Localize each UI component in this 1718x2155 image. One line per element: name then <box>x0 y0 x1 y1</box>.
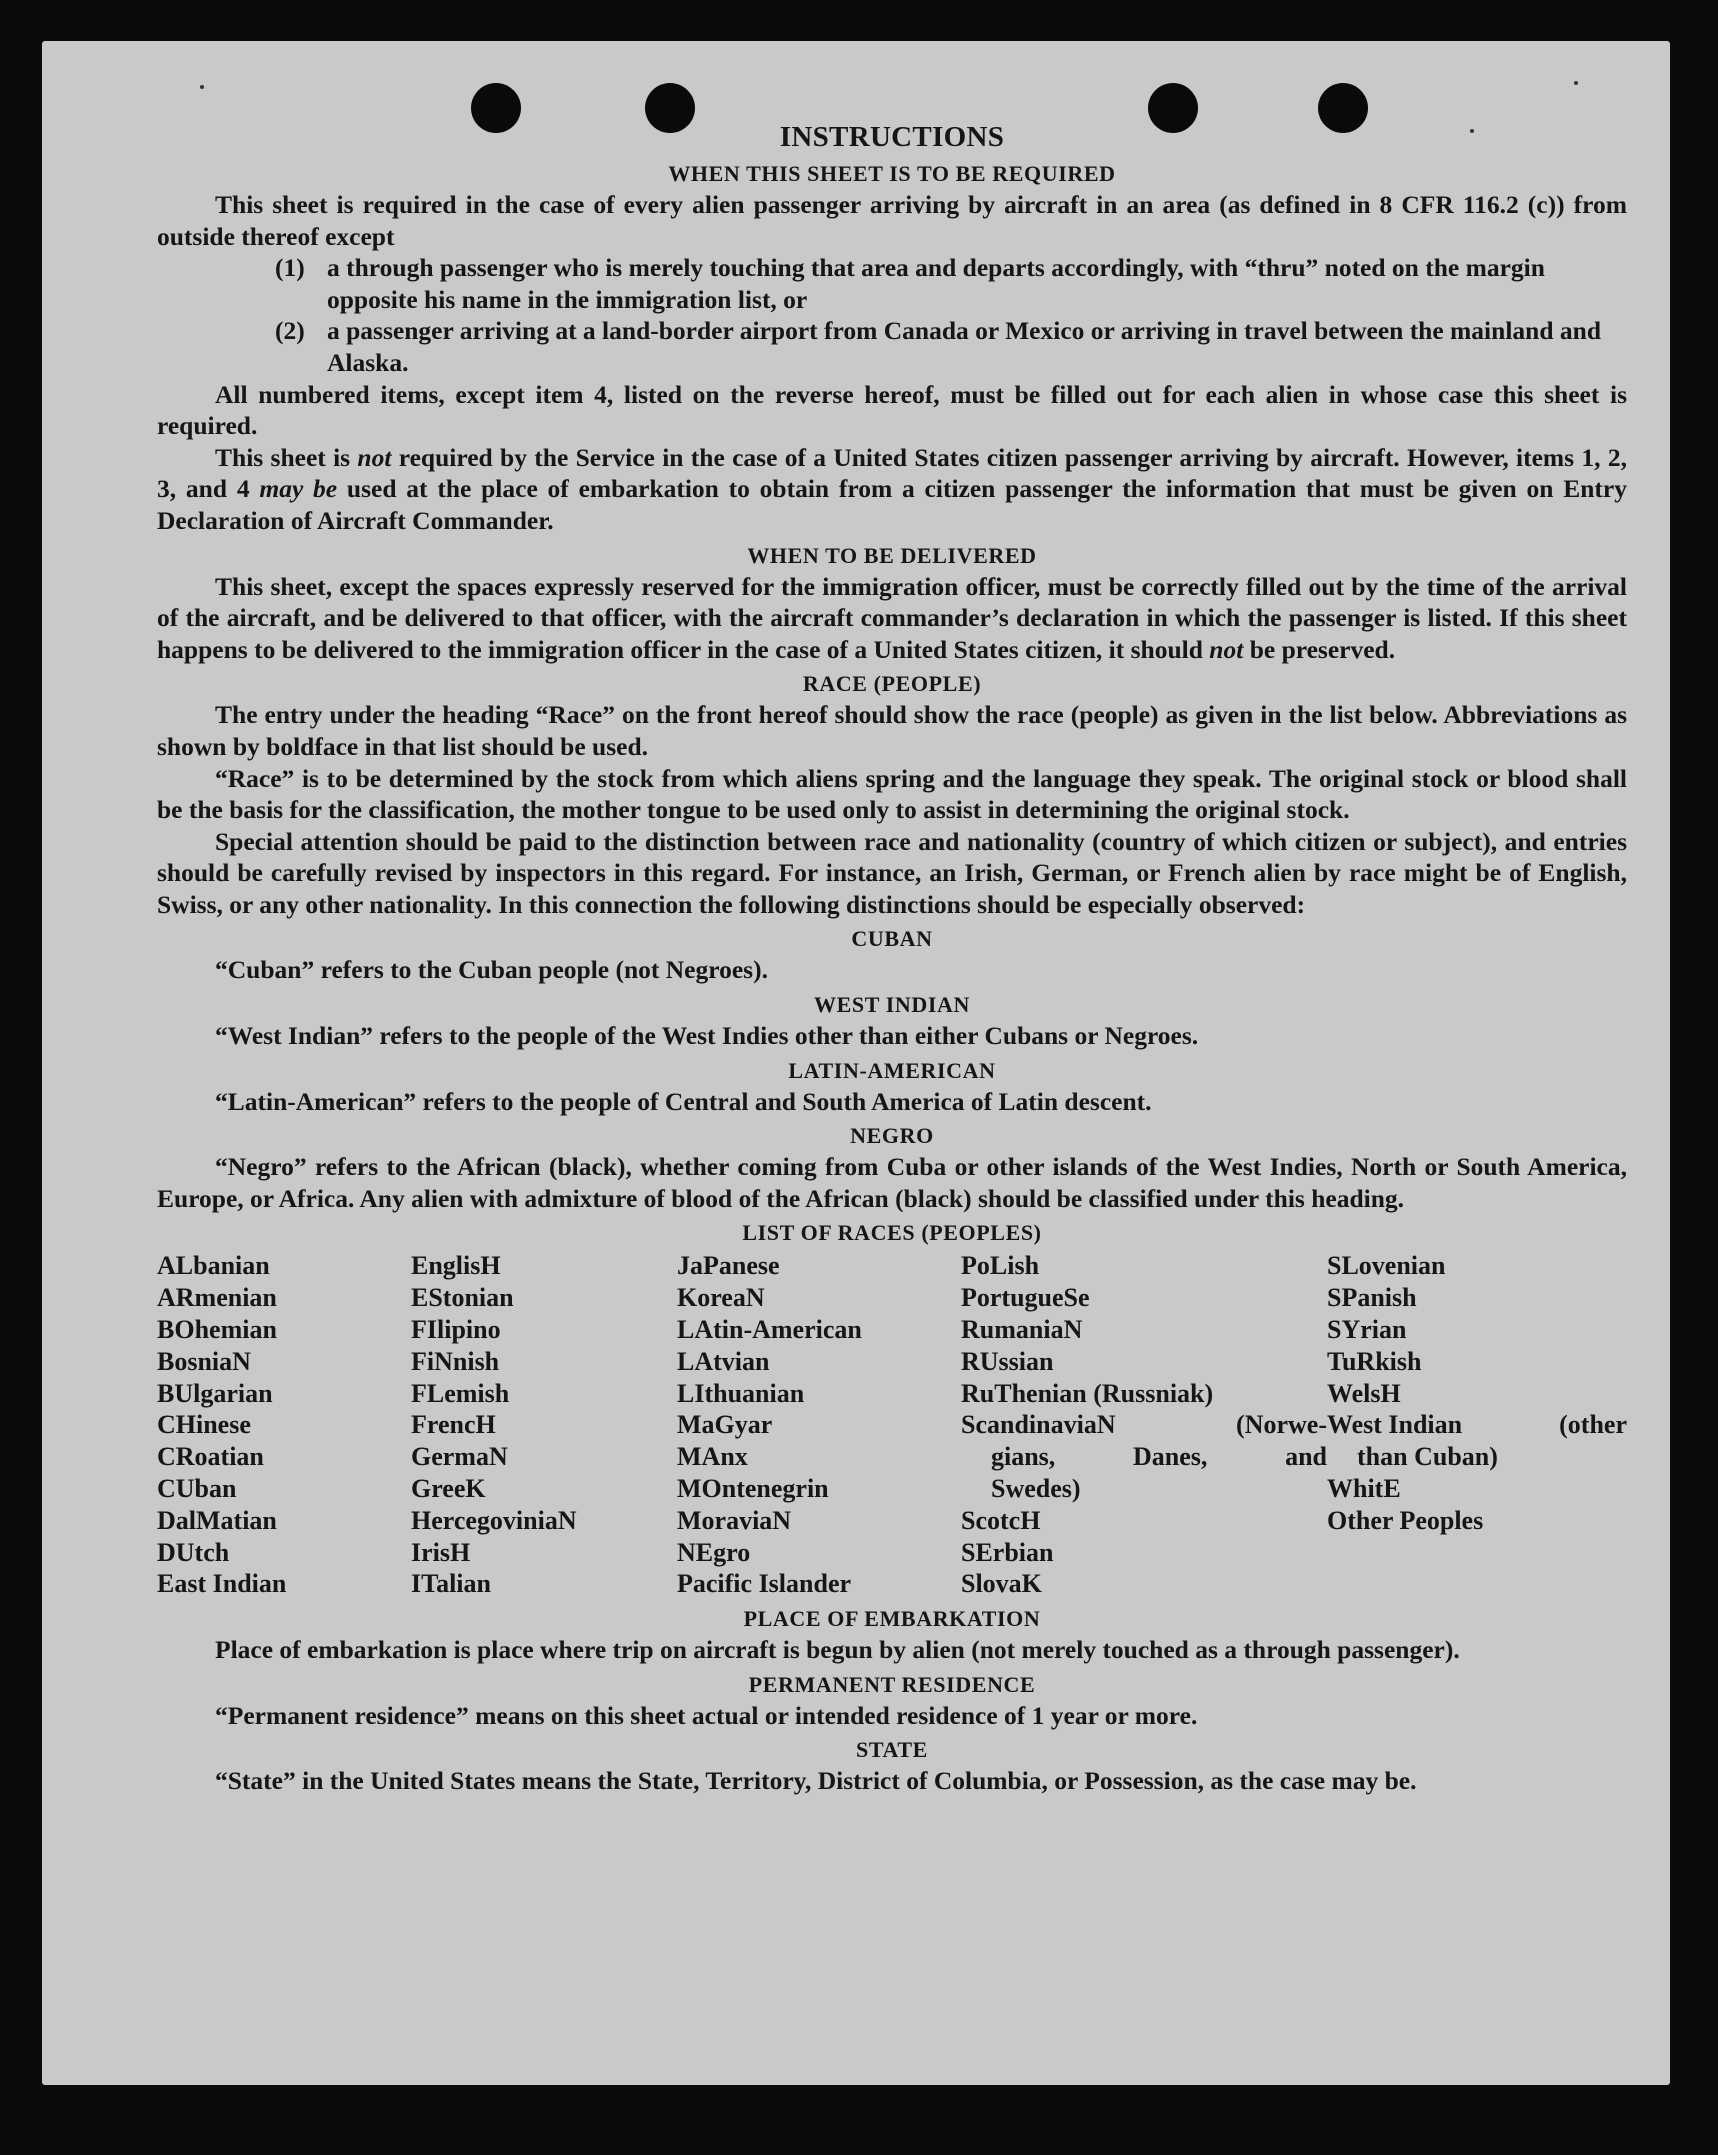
race-entry: BosniaN <box>157 1346 251 1376</box>
race-entry: ARmenian <box>157 1283 277 1313</box>
race-entry: HercegoviniaN <box>411 1505 577 1535</box>
para-race-3: Special attention should be paid to the distinction between race and nationality (country of which citizen or subject), and entries should be carefully revised by inspectors in this regard. For instance, an Irish, German, or French alien by race might be of English, Swiss, or any other nationality. In this connection the following distinctions should be especially observed: <box>157 826 1627 919</box>
race-entry: RuThenian (Russniak) <box>961 1378 1214 1408</box>
race-column-3 <box>677 1250 961 1600</box>
race-entry: FLemish <box>411 1378 510 1408</box>
race-entry-west-indian: West Indian (other <box>1327 1410 1627 1440</box>
race-entry: NEgro <box>677 1537 751 1567</box>
race-entry: LAtvian <box>677 1346 770 1376</box>
para-when-required-intro: This sheet is required in the case of every alien passenger arriving by aircraft in an area (as defined in 8 CFR 116.2 (c)) from outside thereof except <box>157 190 1627 251</box>
race-entry: JaPanese <box>677 1251 780 1281</box>
race-entry: DalMatian <box>157 1505 277 1535</box>
race-entry: East Indian <box>157 1569 287 1599</box>
heading-place-of-embarkation: PLACE OF EMBARKATION <box>743 1606 1041 1632</box>
race-column-1 <box>157 1250 411 1600</box>
heading-permanent-residence: PERMANENT RESIDENCE <box>748 1671 1036 1697</box>
race-entry-scandinavian: ScandinaviaN (Norwe- <box>961 1410 1327 1440</box>
race-entry-scandinavian-cont: gians, Danes, and <box>991 1442 1327 1472</box>
race-entry: PoLish <box>961 1251 1040 1281</box>
exception-item-2 <box>275 315 1627 378</box>
race-entry: WelsH <box>1327 1378 1401 1408</box>
race-entry: ITalian <box>411 1569 491 1599</box>
speck <box>1574 81 1578 85</box>
heading-west-indian: WEST INDIAN <box>814 992 970 1018</box>
race-entry: SLovenian <box>1327 1251 1446 1281</box>
race-entry: CHinese <box>157 1410 251 1440</box>
race-entry: Pacific Islander <box>677 1569 852 1599</box>
race-entry: LAtin-American <box>677 1315 862 1345</box>
race-entry: IrisH <box>411 1537 471 1567</box>
heading-list-of-races: LIST OF RACES (PEOPLES) <box>742 1220 1042 1246</box>
race-entry: WhitE <box>1327 1474 1401 1504</box>
race-entry: Other Peoples <box>1327 1505 1484 1535</box>
para-race-1: The entry under the heading “Race” on the front hereof should show the race (people) as given in the list below. Abbreviations as shown by boldface in that list should be used. <box>157 700 1627 761</box>
race-entry: MaGyar <box>677 1410 773 1440</box>
speck <box>200 85 204 89</box>
race-entry: FrencH <box>411 1410 496 1440</box>
race-entry: ALbanian <box>157 1251 270 1281</box>
race-entry: MOntenegrin <box>677 1474 829 1504</box>
para-when-delivered: This sheet, except the spaces expressly reserved for the immigration officer, must be correctly filled out by the time of the arrival of the aircraft, and be delivered to that officer, with the aircraft commander’s declaration in which the passenger is listed. If this sheet happens to be delivered to the immigration officer in the case of a United States citizen, it should not be preserved. <box>157 571 1627 664</box>
race-entry-scandinavian-cont: Swedes) <box>991 1474 1081 1504</box>
race-entry: KoreaN <box>677 1283 765 1313</box>
heading-negro: NEGRO <box>850 1123 934 1149</box>
race-entry: RUssian <box>961 1346 1054 1376</box>
heading-when-delivered: WHEN TO BE DELIVERED <box>747 542 1037 568</box>
heading-state: STATE <box>856 1737 928 1763</box>
para-numbered-items: All numbered items, except item 4, listed on the reverse hereof, must be filled out for each alien in whose case this sheet is required. <box>157 379 1627 441</box>
exception-item-1 <box>275 252 1627 315</box>
race-entry: EnglisH <box>411 1251 501 1281</box>
race-entry: GreeK <box>411 1474 486 1504</box>
race-column-2 <box>411 1250 677 1600</box>
race-entry: SPanish <box>1327 1283 1417 1313</box>
race-entry: BOhemian <box>157 1315 277 1345</box>
para-citizen-passenger: This sheet is not required by the Service in the case of a United States citizen passenger arriving by aircraft. However, items 1, 2, 3, and 4 may be used at the place of embarkation to obtain from a citizen passenger the information that must be given on Entry Declaration of Aircraft Commander. <box>157 442 1627 535</box>
race-entry-west-indian-cont: than Cuban) <box>1357 1442 1498 1472</box>
instructions-body <box>157 115 1627 1797</box>
race-entry: FIlipino <box>411 1315 501 1345</box>
race-entry: SYrian <box>1327 1315 1407 1345</box>
race-entry: TuRkish <box>1327 1346 1422 1376</box>
para-negro: “Negro” refers to the African (black), whether coming from Cuba or other islands of the West Indies, North or South America, Europe, or Africa. Any alien with admixture of blood of the African (black) should be classified under this heading. <box>157 1152 1627 1213</box>
race-entry: PortugueSe <box>961 1283 1090 1313</box>
race-entry: MoraviaN <box>677 1505 792 1535</box>
race-entry: FiNnish <box>411 1346 500 1376</box>
heading-cuban: CUBAN <box>851 926 933 952</box>
heading-race: RACE (PEOPLE) <box>802 671 982 697</box>
race-entry: ScotcH <box>961 1505 1041 1535</box>
race-entry: SErbian <box>961 1537 1054 1567</box>
heading-when-required: WHEN THIS SHEET IS TO BE REQUIRED <box>668 161 1116 186</box>
para-state: “State” in the United States means the State, Territory, District of Columbia, or Possession, as the case may be. <box>215 1766 1417 1796</box>
para-cuban: “Cuban” refers to the Cuban people (not Negroes). <box>215 955 768 985</box>
race-entry: CUban <box>157 1474 237 1504</box>
race-entry: GermaN <box>411 1442 508 1472</box>
race-list <box>157 1250 1627 1600</box>
race-entry: RumaniaN <box>961 1315 1083 1345</box>
race-entry: MAnx <box>677 1442 748 1472</box>
item-text: a through passenger who is merely touching that area and departs accordingly, with “thru” noted on the margin opposite his name in the immigration list, or <box>327 253 1545 314</box>
item-text: a passenger arriving at a land-border airport from Canada or Mexico or arriving in travel between the mainland and Alaska. <box>327 316 1602 377</box>
race-entry: SlovaK <box>961 1569 1042 1599</box>
para-embarkation: Place of embarkation is place where trip on aircraft is begun by alien (not merely touched as a through passenger). <box>215 1635 1460 1665</box>
item-number: (1) <box>275 253 305 283</box>
heading-latin-american: LATIN-AMERICAN <box>788 1057 996 1083</box>
para-residence: “Permanent residence” means on this sheet actual or intended residence of 1 year or more. <box>215 1700 1198 1730</box>
para-west-indian: “West Indian” refers to the people of the West Indies other than either Cubans or Negroes. <box>215 1021 1199 1051</box>
race-entry: DUtch <box>157 1537 230 1567</box>
para-race-2: “Race” is to be determined by the stock from which aliens spring and the language they speak. The original stock or blood shall be the basis for the classification, the mother tongue to be used only to assist in determining the original stock. <box>157 763 1627 825</box>
para-latin-american: “Latin-American” refers to the people of Central and South America of Latin descent. <box>215 1086 1152 1116</box>
page-title: INSTRUCTIONS <box>779 121 1005 153</box>
race-column-5 <box>1327 1250 1627 1600</box>
document-sheet <box>42 41 1670 2085</box>
race-entry: BUlgarian <box>157 1378 273 1408</box>
item-number: (2) <box>275 316 305 346</box>
race-entry: EStonian <box>411 1283 514 1313</box>
race-entry: CRoatian <box>157 1442 264 1472</box>
race-entry: LIthuanian <box>677 1378 805 1408</box>
race-column-4 <box>961 1250 1327 1600</box>
